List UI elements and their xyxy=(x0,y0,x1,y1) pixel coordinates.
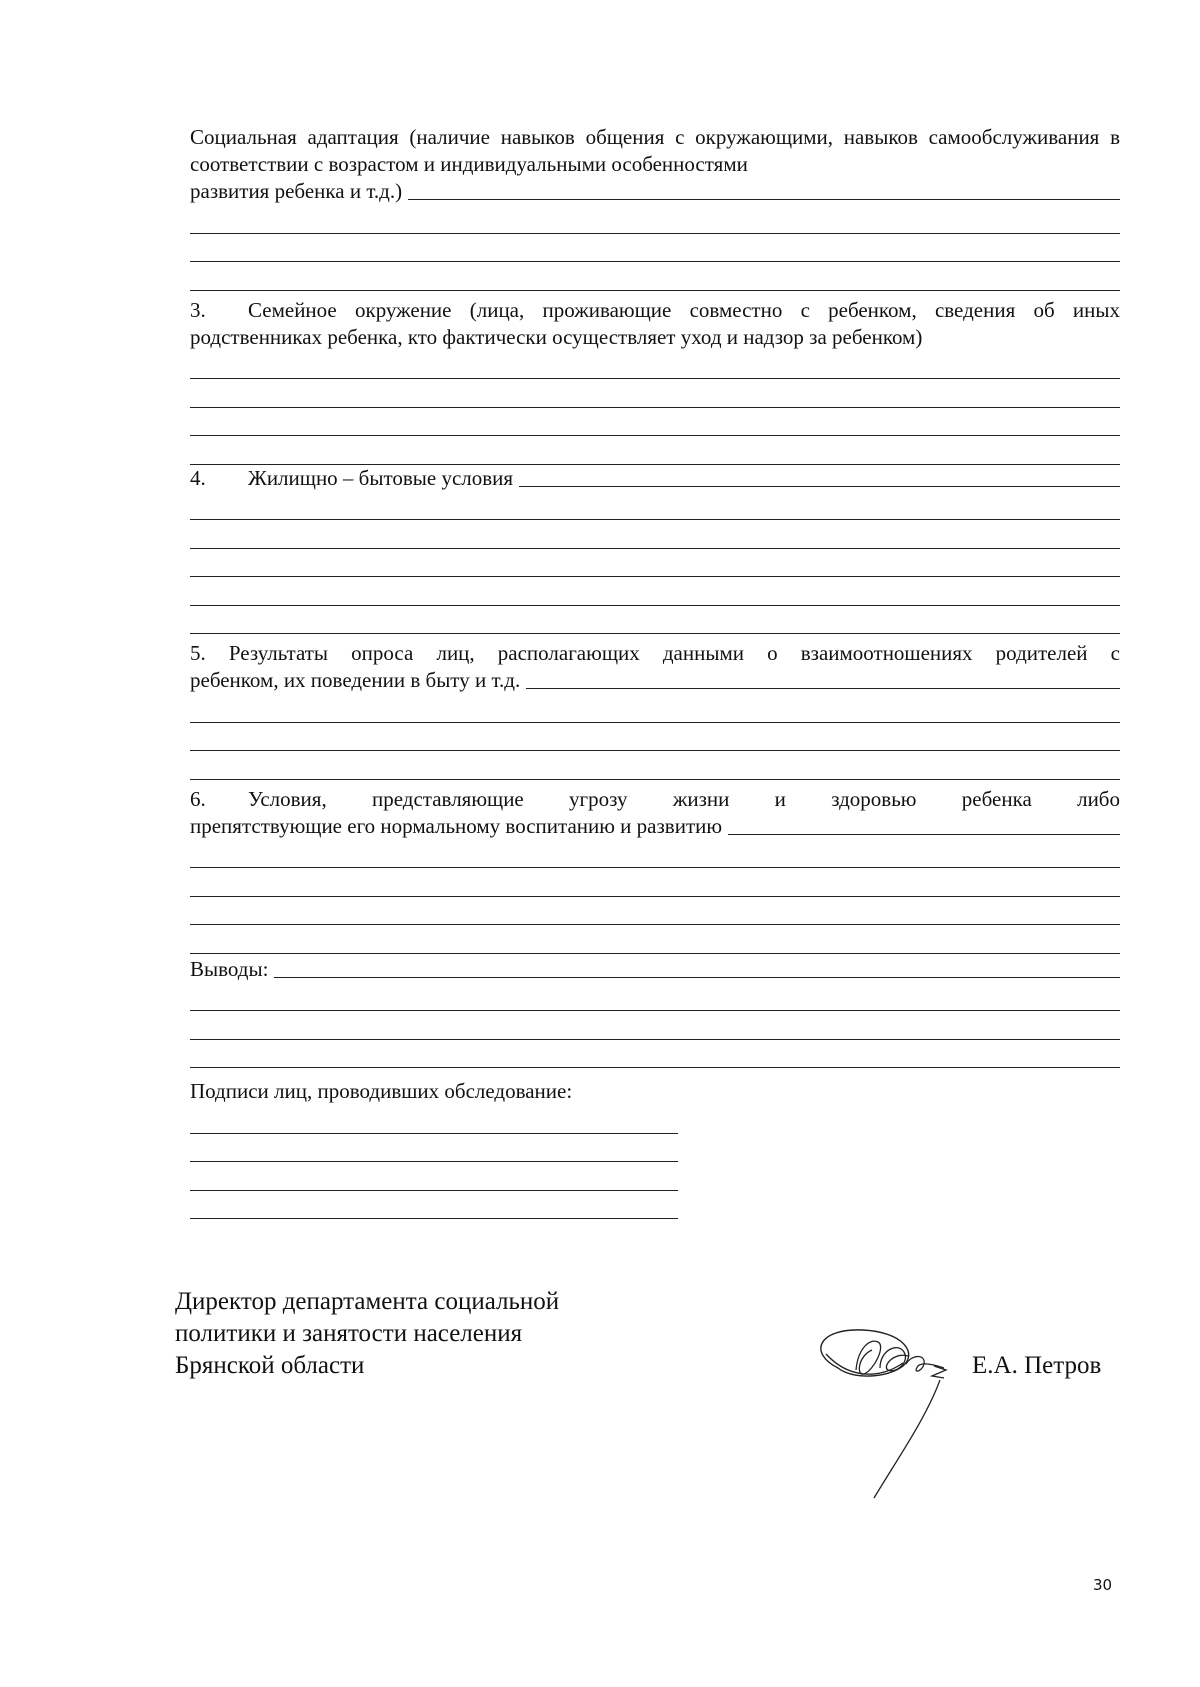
threat-conditions-first-line xyxy=(190,786,1120,813)
section-6-number: 6. xyxy=(190,786,206,811)
threat-conditions-fill-line[interactable] xyxy=(728,814,1120,835)
living-conditions-blank-line[interactable] xyxy=(190,549,1120,578)
social-adaptation-blank-line[interactable] xyxy=(190,234,1120,263)
conclusions-label: Выводы: xyxy=(190,956,269,981)
page-number: 30 xyxy=(1093,1576,1113,1594)
social-adaptation-tail: развития ребенка и т.д.) xyxy=(190,179,403,203)
director-title-line: политики и занятости населения xyxy=(175,1320,523,1347)
inspector-signature-line[interactable] xyxy=(190,1134,678,1163)
survey-results-fill-line[interactable] xyxy=(526,668,1120,689)
social-adaptation-blank-line[interactable] xyxy=(190,205,1120,234)
family-environment-blank-line[interactable] xyxy=(190,351,1120,380)
family-environment-text: Семейное окружение (лица, проживающие совместно с ребенком, сведения об иных родственниках ребенка, кто фактически осуществляет уход и надзор за ребенком) xyxy=(190,297,1120,349)
director-name: Е.А. Петров xyxy=(972,1352,1102,1379)
family-environment-heading xyxy=(190,297,1120,351)
threat-conditions-tail: препятствующие его нормальному воспитанию и развитию xyxy=(190,813,723,838)
inspection-form xyxy=(190,124,1120,1219)
social-adaptation-last-line xyxy=(190,178,1120,205)
social-adaptation-blank-line[interactable] xyxy=(190,262,1120,291)
conclusions-blank-line[interactable] xyxy=(190,983,1120,1012)
survey-results-blank-line[interactable] xyxy=(190,723,1120,752)
survey-results-tail: ребенком, их поведении в быту и т.д. xyxy=(190,668,521,692)
inspector-signature-line[interactable] xyxy=(190,1191,678,1220)
director-title-line: Директор департамента социальной xyxy=(175,1288,560,1315)
threat-conditions-blank-line[interactable] xyxy=(190,840,1120,869)
survey-results-blank-line[interactable] xyxy=(190,694,1120,723)
conclusions-blank-line[interactable] xyxy=(190,1011,1120,1040)
social-adaptation-text: Социальная адаптация (наличие навыков общения с окружающими, навыков самообслуживания в соответствии с возрастом и индивидуальными особенностями xyxy=(190,125,1120,176)
living-conditions-blank-line[interactable] xyxy=(190,520,1120,549)
living-conditions-blank-line[interactable] xyxy=(190,606,1120,635)
conclusions-fill-line[interactable] xyxy=(274,957,1120,978)
family-environment-blank-line[interactable] xyxy=(190,436,1120,465)
inspectors-signature-lines xyxy=(190,1105,678,1219)
handwritten-signature xyxy=(808,1308,978,1508)
survey-results-blank-line[interactable] xyxy=(190,751,1120,780)
living-conditions-text: Жилищно – бытовые условия xyxy=(248,465,514,490)
living-conditions-blank-line[interactable] xyxy=(190,492,1120,521)
living-conditions-fill-line[interactable] xyxy=(519,466,1120,487)
section-3-number: 3. xyxy=(190,297,206,322)
survey-results-last-line xyxy=(190,667,1120,694)
threat-conditions-blank-line[interactable] xyxy=(190,925,1120,954)
inspector-signature-line[interactable] xyxy=(190,1162,678,1191)
inspector-signature-line[interactable] xyxy=(190,1105,678,1134)
director-title-line: Брянской области xyxy=(175,1352,365,1379)
family-environment-blank-line[interactable] xyxy=(190,408,1120,437)
inspectors-signatures-label: Подписи лиц, проводивших обследование: xyxy=(190,1079,573,1103)
social-adaptation-fill-line[interactable] xyxy=(408,179,1120,200)
threat-conditions-blank-line[interactable] xyxy=(190,897,1120,926)
conclusions-blank-line[interactable] xyxy=(190,1040,1120,1069)
threat-conditions-last-line xyxy=(190,813,1120,840)
family-environment-blank-line[interactable] xyxy=(190,379,1120,408)
survey-results-first-line: 5. Результаты опроса лиц, располагающих данными о взаимоотношениях родителей с xyxy=(190,641,1120,665)
section-4-number: 4. xyxy=(190,465,206,490)
threat-conditions-text: Условия, представляющие угрозу жизни и здоровью ребенка либо xyxy=(248,786,1120,811)
conclusions-row xyxy=(190,956,1120,983)
living-conditions-blank-line[interactable] xyxy=(190,577,1120,606)
living-conditions-heading xyxy=(190,465,1120,492)
threat-conditions-blank-line[interactable] xyxy=(190,868,1120,897)
director-title xyxy=(175,1286,559,1382)
